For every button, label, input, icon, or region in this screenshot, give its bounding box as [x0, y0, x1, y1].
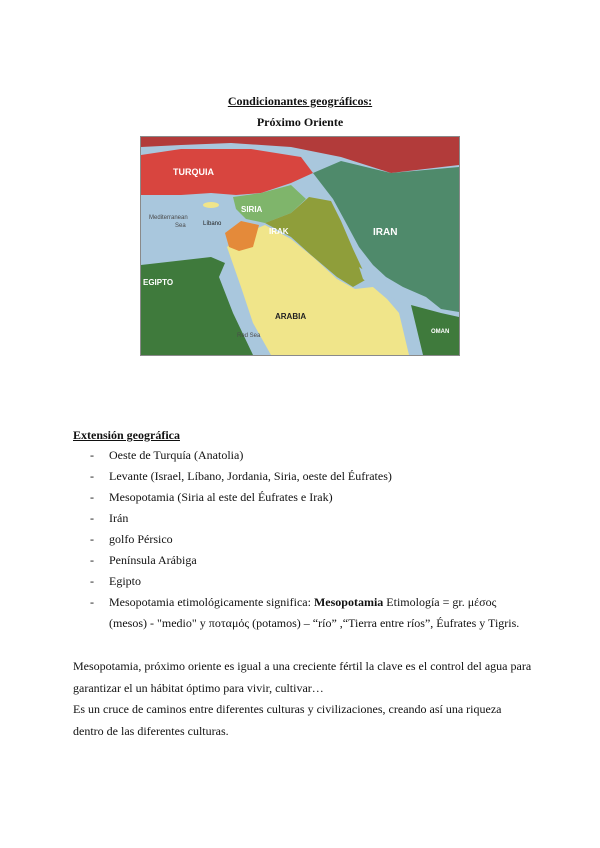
list-dash: -: [90, 595, 94, 609]
map-label-siria: SIRIA: [241, 205, 263, 214]
etymology-suffix: Etimología = gr. μέσος: [383, 595, 497, 609]
list-item: [90, 553, 530, 568]
document-title: Condicionantes geográficos:: [227, 94, 373, 108]
paragraph-crossroads-line1: Es un cruce de caminos entre diferentes culturas y civilizaciones, creando así una riqueza: [73, 702, 502, 716]
list-item: [90, 574, 530, 589]
map-label-mediterranean: Mediterranean: [149, 215, 188, 221]
list-dash: -: [90, 511, 94, 525]
list-item: [90, 490, 530, 505]
map-label-libano: Líbano: [203, 221, 222, 227]
map-label-egipto: EGIPTO: [143, 278, 174, 287]
map-label-arabia: ARABIA: [275, 312, 307, 321]
list-item-text: Egipto: [109, 574, 141, 588]
list-item: [90, 448, 530, 463]
map-label-sea: Sea: [175, 223, 186, 229]
list-dash: -: [90, 448, 94, 462]
list-dash: -: [90, 469, 94, 483]
extension-list: [90, 448, 530, 637]
map-cyprus: [203, 202, 219, 208]
list-dash: -: [90, 490, 94, 504]
list-dash: -: [90, 532, 94, 546]
list-item: [90, 532, 530, 547]
list-item-text: Levante (Israel, Líbano, Jordania, Siria, oeste del Éufrates): [109, 469, 392, 483]
map-label-irak: IRAK: [269, 227, 289, 236]
map-label-oman: OMAN: [431, 329, 450, 335]
section-heading: Extensión geográfica: [73, 428, 180, 442]
etymology-continuation: (mesos) - "medio" y ποταμός (potamos) – “río” ,“Tierra entre ríos”, Éufrates y Tigris.: [109, 616, 520, 630]
paragraph-fertile-crescent: Mesopotamia, próximo oriente es igual a una creciente fértil la clave es el control del agua para garantizar el un hábitat óptimo para vivir, cultivar…: [73, 659, 532, 695]
list-item-text: Irán: [109, 511, 129, 525]
etymology-prefix: Mesopotamia etimológicamente significa:: [109, 595, 314, 609]
list-item-text: Oeste de Turquía (Anatolia): [109, 448, 244, 462]
paragraph-crossroads: [73, 698, 533, 742]
list-item: [90, 469, 530, 484]
map-label-iran: IRAN: [373, 227, 398, 238]
middle-east-map: [140, 136, 460, 356]
map-label-turquia: TURQUIA: [173, 167, 214, 177]
map-label-red-sea: Red Sea: [237, 333, 261, 339]
list-dash: -: [90, 574, 94, 588]
document-subtitle: Próximo Oriente: [256, 115, 344, 129]
list-dash: -: [90, 553, 94, 567]
list-item-etymology: [90, 595, 530, 631]
list-item-text: golfo Pérsico: [109, 532, 173, 546]
list-item: [90, 511, 530, 526]
paragraph-crossroads-line2: dentro de las diferentes culturas.: [73, 724, 229, 738]
list-item-text: Mesopotamia (Siria al este del Éufrates e Irak): [109, 490, 333, 504]
etymology-term: Mesopotamia: [313, 595, 384, 609]
list-item-text: Península Arábiga: [109, 553, 197, 567]
